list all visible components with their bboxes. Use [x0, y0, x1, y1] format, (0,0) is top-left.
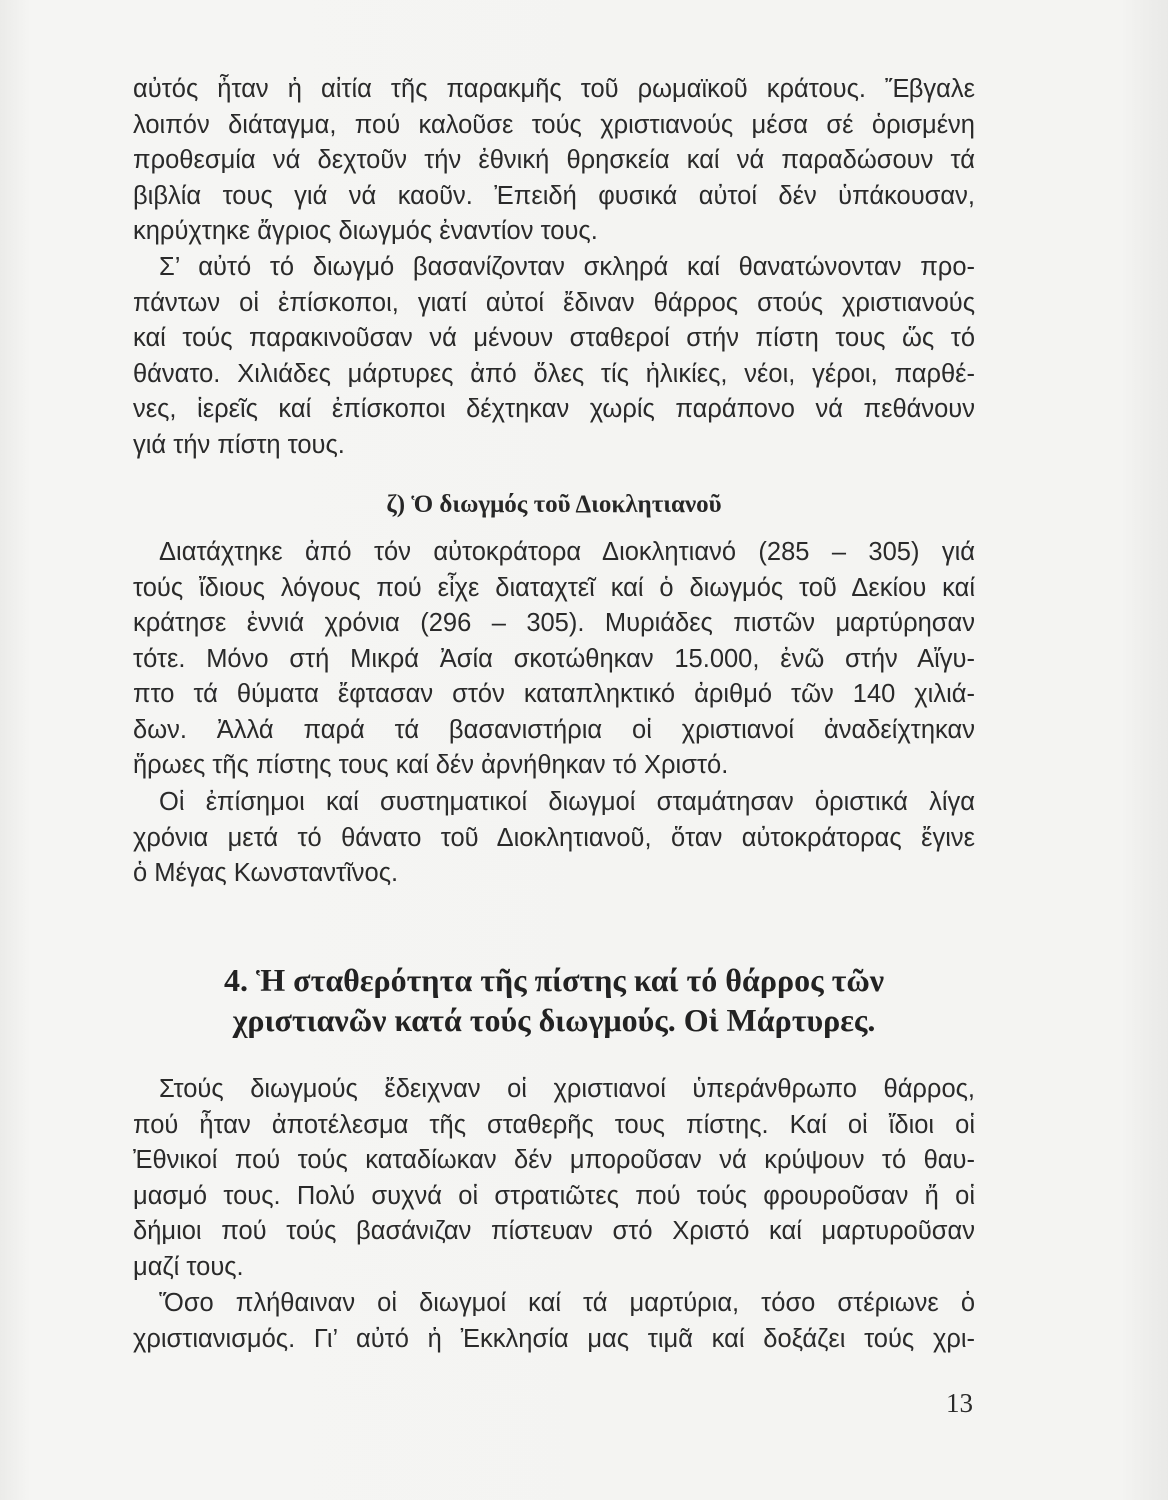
text-line: βιβλία τους γιά νά καοῦν. Ἐπειδή φυσικά αὐτοί δέν ὑπάκουσαν, [133, 181, 975, 210]
section-heading: ζ) Ὁ διωγμός τοῦ Διοκλητιανοῦ [386, 491, 722, 518]
text-line: ὁ Μέγας Κωνσταντῖνος. [133, 859, 399, 887]
text-line: Ὅσο πλήθαιναν οἱ διωγμοί καί τά μαρτύρια, τόσο στέριωνε ὁ [159, 1289, 975, 1317]
paragraph-1 [133, 72, 975, 250]
chapter-heading [133, 960, 975, 1040]
text-line: Σ’ αὐτό τό διωγμό βασανίζονταν σκληρά καί θανατώνονταν προ- [159, 253, 975, 281]
text-line: μασμό τους. Πολύ συχνά οἱ στρατιῶτες πού τούς φρουροῦσαν ἤ οἱ [133, 1181, 975, 1210]
paragraph-3 [133, 535, 975, 784]
page-number: 13 [946, 1388, 973, 1418]
text-line: Ἐθνικοί πού τούς καταδίωκαν δέν μποροῦσαν νά κρύψουν τό θαυ- [133, 1146, 975, 1174]
chapter-heading-line-2: χριστιανῶν κατά τούς διωγμούς. Οἱ Μάρτυρες. [232, 1002, 876, 1038]
text-line: νες, ἱερεῖς καί ἐπίσκοποι δέχτηκαν χωρίς παράπονο νά πεθάνουν [133, 395, 975, 423]
chapter-heading-line-1: 4. Ἡ σταθερότητα τῆς πίστης καί τό θάρρος τῶν [223, 962, 885, 998]
text-line: λοιπόν διάταγμα, πού καλοῦσε τούς χριστιανούς μέσα σέ ὁρισμένη [133, 110, 975, 139]
text-line: πάντων οἱ ἐπίσκοποι, γιατί αὐτοί ἔδιναν θάρρος στούς χριστιανούς [133, 288, 975, 317]
text-line: Στούς διωγμούς ἔδειχναν οἱ χριστιανοί ὑπεράνθρωπο θάρρος, [159, 1075, 975, 1103]
text-line: θάνατο. Χιλιάδες μάρτυρες ἀπό ὅλες τίς ἡλικίες, νέοι, γέροι, παρθέ- [133, 359, 975, 388]
text-line: προθεσμία νά δεχτοῦν τήν ἐθνική θρησκεία καί νά παραδώσουν τά [133, 146, 975, 174]
text-line: γιά τήν πίστη τους. [133, 430, 345, 459]
text-line: αὐτός ἦταν ἡ αἰτία τῆς παρακμῆς τοῦ ρωμαϊκοῦ κράτους. Ἔβγαλε [133, 75, 975, 103]
text-line: Διατάχτηκε ἀπό τόν αὐτοκράτορα Διοκλητιανό (285 – 305) γιά [159, 538, 975, 566]
text-line: τούς ἴδιους λόγους πού εἶχε διαταχτεῖ καί ὁ διωγμός τοῦ Δεκίου καί [133, 573, 975, 602]
text-line: κηρύχτηκε ἄγριος διωγμός ἐναντίον τους. [133, 217, 598, 245]
text-line: τότε. Μόνο στή Μικρά Ἀσία σκοτώθηκαν 15.000, ἐνῶ στήν Αἴγυ- [133, 644, 975, 673]
text-line: ἥρωες τῆς πίστης τους καί δέν ἀρνήθηκαν τό Χριστό. [133, 751, 729, 779]
text-line: μαζί τους. [133, 1252, 244, 1281]
text-line: δων. Ἀλλά παρά τά βασανιστήρια οἱ χριστιανοί ἀναδείχτηκαν [133, 715, 975, 744]
paragraph-2 [133, 250, 975, 463]
text-line: χρόνια μετά τό θάνατο τοῦ Διοκλητιανοῦ, ὅταν αὐτοκράτορας ἔγινε [133, 823, 975, 852]
text-line: κράτησε ἐννιά χρόνια (296 – 305). Μυριάδες πιστῶν μαρτύρησαν [133, 609, 975, 637]
text-line: χριστιανισμός. Γι’ αὐτό ἡ Ἐκκλησία μας τιμᾶ καί δοξάζει τούς χρι- [133, 1324, 975, 1353]
text-line: πού ἦταν ἀποτέλεσμα τῆς σταθερῆς τους πίστης. Καί οἱ ἴδιοι οἱ [133, 1110, 975, 1139]
text-line: δήμιοι πού τούς βασάνιζαν πίστευαν στό Χριστό καί μαρτυροῦσαν [133, 1217, 975, 1245]
text-line: καί τούς παρακινοῦσαν νά μένουν σταθεροί στήν πίστη τους ὥς τό [133, 324, 975, 352]
paragraph-6 [133, 1286, 975, 1357]
paragraph-5 [133, 1072, 975, 1285]
paragraph-4 [133, 785, 975, 892]
text-line: πτο τά θύματα ἔφτασαν στόν καταπληκτικό ἀριθμό τῶν 140 χιλιά- [133, 680, 975, 708]
text-line: Οἱ ἐπίσημοι καί συστηματικοί διωγμοί σταμάτησαν ὁριστικά λίγα [159, 788, 975, 816]
